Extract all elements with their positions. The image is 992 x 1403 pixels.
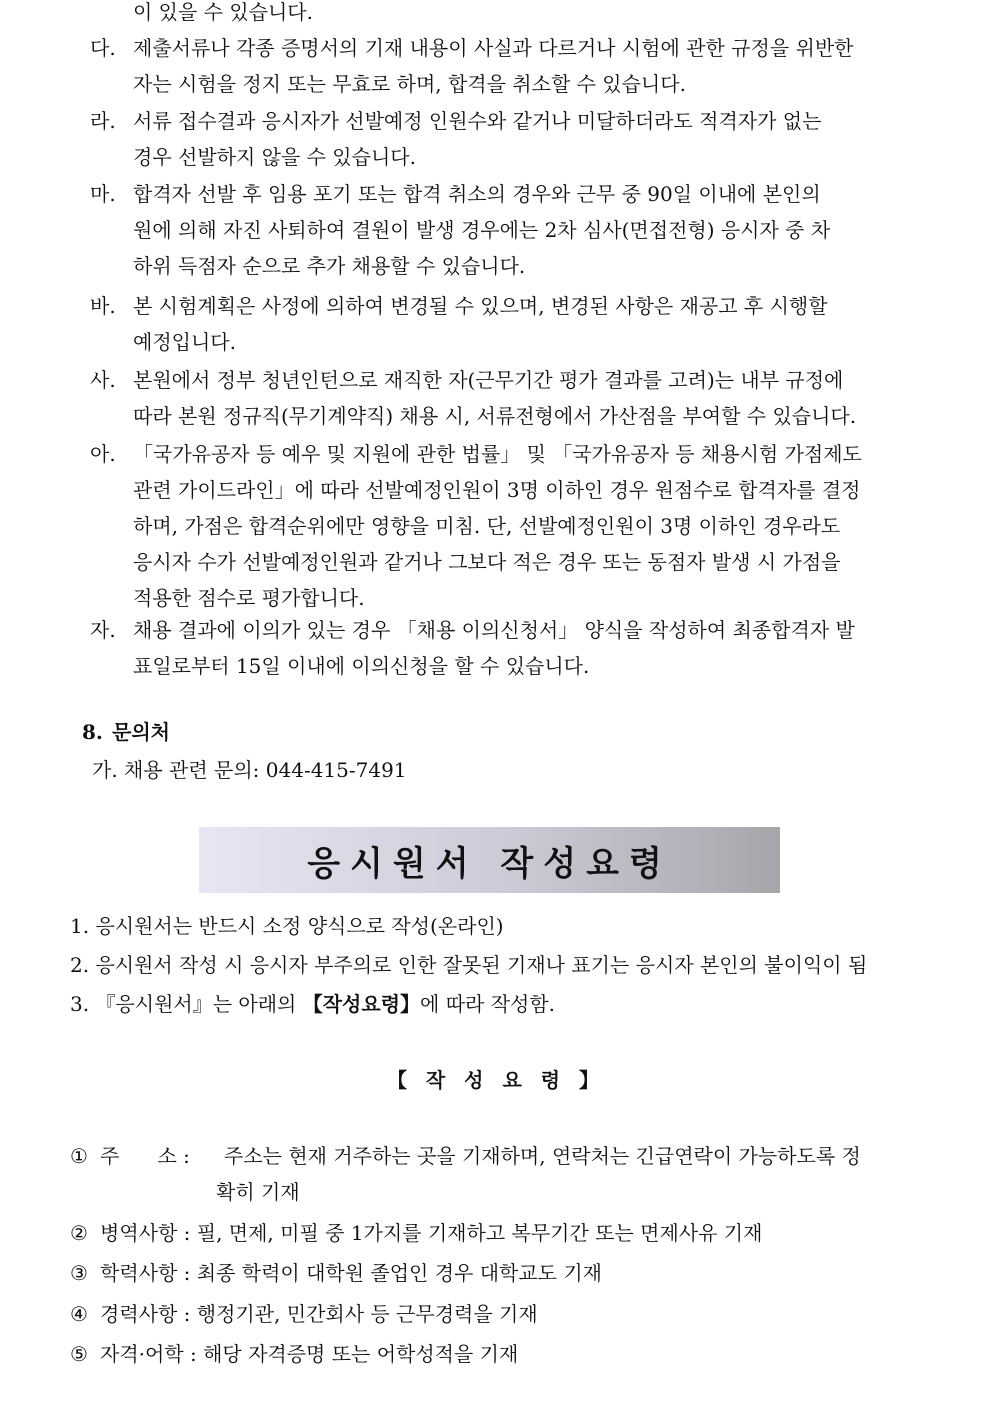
notice-item-ja [90, 612, 910, 684]
item-marker: 아. [90, 442, 116, 466]
numbered-item-text: 응시원서 작성 시 응시자 부주의로 인한 잘못된 기재나 표기는 응시자 본인의 불이익이 됨 [95, 953, 868, 977]
item-line: 적용한 점수로 평가합니다. [133, 586, 365, 610]
item-line: 따라 본원 정규직(무기계약직) 채용 시, 서류전형에서 가산점을 부여할 수 있습니다. [133, 404, 857, 428]
item-line: 본원에서 정부 청년인턴으로 재직한 자(근무기간 평가 결과를 고려)는 내부 규정에 [133, 368, 844, 392]
item-line: 제출서류나 각종 증명서의 기재 내용이 사실과 다르거나 시험에 관한 규정을 위반한 [133, 36, 854, 60]
numbered-item-text: 응시원서는 반드시 소정 양식으로 작성(온라인) [95, 914, 504, 938]
item-line: 관련 가이드라인」에 따라 선발예정인원이 3명 이하인 경우 원점수로 합격자를 결정 [133, 478, 861, 502]
guide-item-education [70, 1255, 910, 1291]
guide-label: 병역사항 : [100, 1221, 191, 1245]
guide-text: 행정기관, 민간회사 등 근무경력을 기재 [196, 1302, 538, 1326]
guide-text: 최종 학력이 대학원 졸업인 경우 대학교도 기재 [196, 1261, 602, 1285]
item-line: 합격자 선발 후 임용 포기 또는 합격 취소의 경우와 근무 중 90일 이내에 본인의 [133, 182, 821, 206]
numbered-item-text-bold: 【작성요령】 [302, 992, 421, 1016]
item-line: 경우 선발하지 않을 수 있습니다. [133, 145, 416, 169]
guide-item-career [70, 1296, 910, 1332]
continued-line: 이 있을 수 있습니다. [133, 0, 313, 24]
guide-label: 주 소 : [100, 1144, 190, 1168]
guide-text-cont: 확히 기재 [216, 1180, 300, 1204]
item-line: 본 시험계획은 사정에 의하여 변경될 수 있으며, 변경된 사항은 재공고 후 시행할 [133, 294, 828, 318]
guide-text: 주소는 현재 거주하는 곳을 기재하며, 연락처는 긴급연락이 가능하도록 정 [224, 1144, 861, 1168]
item-marker: 자. [90, 618, 116, 642]
item-line: 원에 의해 자진 사퇴하여 결원이 발생 경우에는 2차 심사(면접전형) 응시자 중 차 [133, 218, 831, 242]
notice-item-ba [90, 288, 910, 360]
numbered-item-text-pre: 『응시원서』는 아래의 [95, 992, 303, 1016]
item-marker: 다. [90, 36, 116, 60]
guide-text: 필, 면제, 미필 중 1가지를 기재하고 복무기간 또는 면제사유 기재 [196, 1221, 763, 1245]
item-line: 하위 득점자 순으로 추가 채용할 수 있습니다. [133, 254, 526, 278]
notice-item-da [90, 30, 910, 102]
numbered-item-number: 2. [70, 953, 90, 977]
guide-title: 【 작 성 요 령 】 [386, 1068, 606, 1092]
item-marker: 바. [90, 294, 116, 318]
item-line: 채용 결과에 이의가 있는 경우 「채용 이의신청서」 양식을 작성하여 최종합격자 발 [133, 618, 855, 642]
item-line: 자는 시험을 정지 또는 무효로 하며, 합격을 취소할 수 있습니다. [133, 72, 686, 96]
numbered-item-number: 3. [70, 992, 90, 1016]
item-line: 표일로부터 15일 이내에 이의신청을 할 수 있습니다. [133, 654, 590, 678]
item-line: 응시자 수가 선발예정인원과 같거나 그보다 적은 경우 또는 동점자 발생 시 가점을 [133, 550, 841, 574]
numbered-item [70, 986, 920, 1022]
guide-item-address [70, 1138, 910, 1210]
circle-number: ② [70, 1221, 88, 1245]
notice-item-ma [90, 176, 910, 284]
guide-item-military [70, 1215, 910, 1251]
guide-label: 경력사항 : [100, 1302, 191, 1326]
section-number: 8. [82, 720, 103, 744]
guide-label: 학력사항 : [100, 1261, 191, 1285]
numbered-item-text-post: 에 따라 작성함. [420, 992, 556, 1016]
guide-text: 해당 자격증명 또는 어학성적을 기재 [203, 1342, 519, 1366]
numbered-item [70, 947, 920, 983]
numbered-item-number: 1. [70, 914, 90, 938]
notice-item-ra [90, 103, 910, 175]
circle-number: ③ [70, 1261, 88, 1285]
guide-item-qualification [70, 1336, 910, 1372]
contact-info: 가. 채용 관련 문의: 044-415-7491 [92, 758, 407, 782]
circle-number: ⑤ [70, 1342, 88, 1366]
guide-label: 자격·어학 : [100, 1342, 197, 1366]
section-heading [82, 716, 170, 748]
item-marker: 마. [90, 182, 116, 206]
item-line: 예정입니다. [133, 330, 236, 354]
guide-banner: 응시원서 작성요령 [199, 827, 780, 893]
item-line: 서류 접수결과 응시자가 선발예정 인원수와 같거나 미달하더라도 적격자가 없는 [133, 109, 822, 133]
numbered-item [70, 908, 920, 944]
item-line: 「국가유공자 등 예우 및 지원에 관한 법률」 및 「국가유공자 등 채용시험 가점제도 [133, 442, 862, 466]
notice-item-a [90, 436, 910, 616]
item-marker: 라. [90, 109, 116, 133]
notice-item-sa [90, 362, 910, 434]
item-marker: 사. [90, 368, 116, 392]
circle-number: ① [70, 1144, 88, 1168]
item-line: 하며, 가점은 합격순위에만 영향을 미침. 단, 선발예정인원이 3명 이하인 경우라도 [133, 514, 841, 538]
circle-number: ④ [70, 1302, 88, 1326]
section-title: 문의처 [112, 720, 170, 744]
